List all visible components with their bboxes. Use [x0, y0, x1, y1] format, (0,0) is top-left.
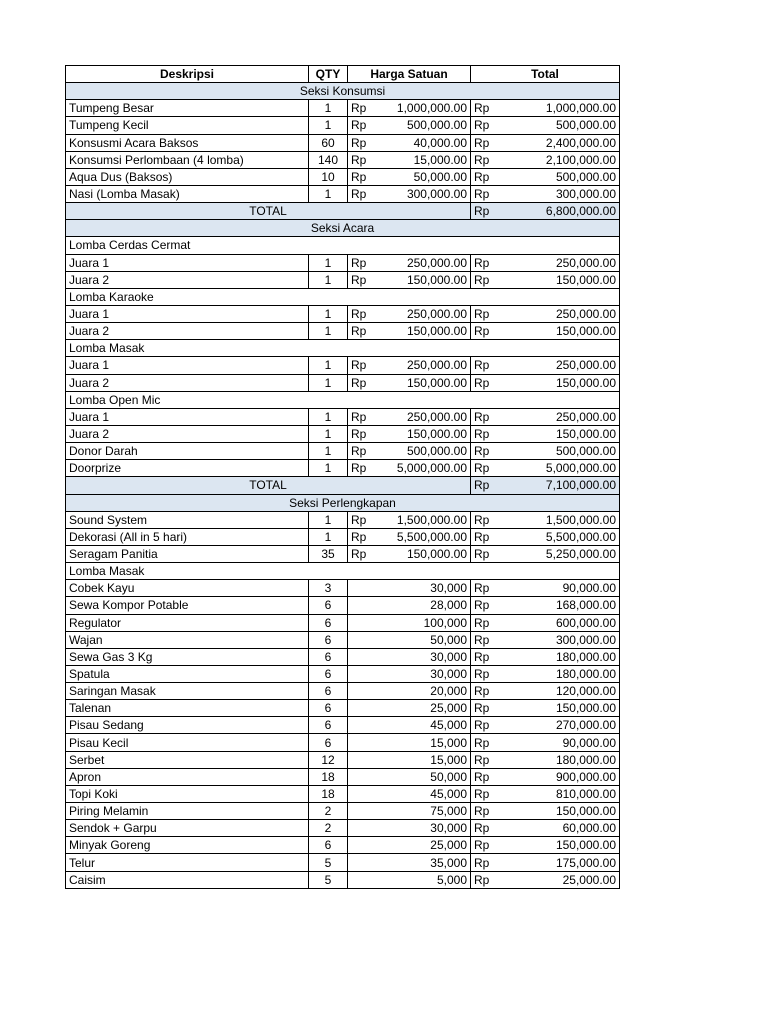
- item-total: 150,000.00: [501, 425, 620, 442]
- table-row: [66, 511, 620, 528]
- item-qty: 6: [309, 665, 348, 682]
- item-total: 5,000,000.00: [501, 460, 620, 477]
- currency-label: Rp: [471, 374, 501, 391]
- currency-label: Rp: [471, 357, 501, 374]
- currency-label: Rp: [471, 100, 501, 117]
- table-row: [66, 717, 620, 734]
- table-row: [66, 168, 620, 185]
- item-description: Juara 2: [66, 425, 309, 442]
- currency-label: Rp: [471, 837, 501, 854]
- table-row: [66, 700, 620, 717]
- total-label: TOTAL: [66, 477, 471, 494]
- group-title: Lomba Open Mic: [66, 391, 620, 408]
- item-total: 150,000.00: [501, 374, 620, 391]
- item-unit-price: 35,000: [348, 854, 471, 871]
- group-header-row: [66, 237, 620, 254]
- table-row: [66, 323, 620, 340]
- item-qty: 6: [309, 648, 348, 665]
- table-row: [66, 443, 620, 460]
- table-row: [66, 117, 620, 134]
- item-description: Konsumsi Perlombaan (4 lomba): [66, 151, 309, 168]
- currency-label: Rp: [471, 460, 501, 477]
- column-header-row: [66, 66, 620, 83]
- item-unit-price: 50,000: [348, 631, 471, 648]
- item-description: Pisau Sedang: [66, 717, 309, 734]
- item-total: 2,400,000.00: [501, 134, 620, 151]
- currency-label: Rp: [348, 460, 378, 477]
- currency-label: Rp: [348, 305, 378, 322]
- item-qty: 1: [309, 357, 348, 374]
- currency-label: Rp: [471, 683, 501, 700]
- item-description: Tumpeng Besar: [66, 100, 309, 117]
- item-description: Minyak Goreng: [66, 837, 309, 854]
- item-total: 300,000.00: [501, 185, 620, 202]
- item-description: Seragam Panitia: [66, 545, 309, 562]
- item-description: Juara 1: [66, 408, 309, 425]
- table-row: [66, 820, 620, 837]
- item-qty: 6: [309, 837, 348, 854]
- currency-label: Rp: [471, 614, 501, 631]
- item-description: Wajan: [66, 631, 309, 648]
- item-total: 90,000.00: [501, 580, 620, 597]
- item-qty: 6: [309, 717, 348, 734]
- item-description: Konsusmi Acara Baksos: [66, 134, 309, 151]
- currency-label: Rp: [348, 117, 378, 134]
- table-row: [66, 837, 620, 854]
- item-description: Topi Koki: [66, 785, 309, 802]
- item-qty: 1: [309, 460, 348, 477]
- item-qty: 1: [309, 271, 348, 288]
- item-qty: 6: [309, 631, 348, 648]
- item-total: 180,000.00: [501, 665, 620, 682]
- table-row: [66, 614, 620, 631]
- item-unit-price: 15,000: [348, 751, 471, 768]
- item-unit-price: 250,000.00: [378, 305, 471, 322]
- item-qty: 6: [309, 597, 348, 614]
- currency-label: Rp: [471, 545, 501, 562]
- item-description: Doorprize: [66, 460, 309, 477]
- currency-label: Rp: [348, 323, 378, 340]
- item-description: Regulator: [66, 614, 309, 631]
- item-qty: 6: [309, 700, 348, 717]
- table-row: [66, 357, 620, 374]
- currency-label: Rp: [471, 254, 501, 271]
- item-unit-price: 45,000: [348, 717, 471, 734]
- item-unit-price: 100,000: [348, 614, 471, 631]
- item-description: Apron: [66, 768, 309, 785]
- item-description: Sewa Kompor Potable: [66, 597, 309, 614]
- item-qty: 1: [309, 511, 348, 528]
- table-row: [66, 134, 620, 151]
- currency-label: Rp: [471, 597, 501, 614]
- group-header-row: [66, 340, 620, 357]
- item-description: Caisim: [66, 871, 309, 888]
- item-qty: 18: [309, 785, 348, 802]
- table-row: [66, 305, 620, 322]
- item-unit-price: 250,000.00: [378, 408, 471, 425]
- item-total: 5,250,000.00: [501, 545, 620, 562]
- item-description: Pisau Kecil: [66, 734, 309, 751]
- item-description: Dekorasi (All in 5 hari): [66, 528, 309, 545]
- table-row: [66, 665, 620, 682]
- currency-label: Rp: [471, 854, 501, 871]
- currency-label: Rp: [471, 203, 501, 220]
- item-total: 60,000.00: [501, 820, 620, 837]
- item-qty: 6: [309, 734, 348, 751]
- item-total: 810,000.00: [501, 785, 620, 802]
- currency-label: Rp: [471, 151, 501, 168]
- section-title: Seksi Perlengkapan: [66, 494, 620, 511]
- section-total-value: 7,100,000.00: [501, 477, 620, 494]
- item-total: 90,000.00: [501, 734, 620, 751]
- item-total: 150,000.00: [501, 837, 620, 854]
- item-total: 900,000.00: [501, 768, 620, 785]
- currency-label: Rp: [471, 717, 501, 734]
- item-qty: 5: [309, 854, 348, 871]
- item-qty: 1: [309, 185, 348, 202]
- item-unit-price: 30,000: [348, 648, 471, 665]
- item-total: 250,000.00: [501, 408, 620, 425]
- currency-label: Rp: [471, 185, 501, 202]
- item-qty: 18: [309, 768, 348, 785]
- table-row: [66, 854, 620, 871]
- item-unit-price: 250,000.00: [378, 357, 471, 374]
- currency-label: Rp: [348, 443, 378, 460]
- currency-label: Rp: [471, 134, 501, 151]
- table-row: [66, 768, 620, 785]
- currency-label: Rp: [471, 648, 501, 665]
- item-unit-price: 150,000.00: [378, 425, 471, 442]
- currency-label: Rp: [471, 665, 501, 682]
- item-unit-price: 15,000: [348, 734, 471, 751]
- currency-label: Rp: [471, 751, 501, 768]
- item-unit-price: 1,000,000.00: [378, 100, 471, 117]
- item-unit-price: 150,000.00: [378, 271, 471, 288]
- table-row: [66, 374, 620, 391]
- currency-label: Rp: [348, 271, 378, 288]
- item-description: Donor Darah: [66, 443, 309, 460]
- section-total-row: [66, 477, 620, 494]
- item-total: 150,000.00: [501, 323, 620, 340]
- column-header-description: Deskripsi: [66, 66, 309, 83]
- currency-label: Rp: [348, 545, 378, 562]
- item-description: Serbet: [66, 751, 309, 768]
- table-row: [66, 151, 620, 168]
- item-unit-price: 30,000: [348, 820, 471, 837]
- table-row: [66, 803, 620, 820]
- item-total: 600,000.00: [501, 614, 620, 631]
- item-qty: 2: [309, 820, 348, 837]
- item-description: Saringan Masak: [66, 683, 309, 700]
- currency-label: Rp: [471, 631, 501, 648]
- item-unit-price: 15,000.00: [378, 151, 471, 168]
- item-qty: 1: [309, 254, 348, 271]
- item-total: 250,000.00: [501, 254, 620, 271]
- item-qty: 5: [309, 871, 348, 888]
- table-row: [66, 751, 620, 768]
- table-row: [66, 871, 620, 888]
- table-row: [66, 734, 620, 751]
- table-row: [66, 425, 620, 442]
- item-qty: 1: [309, 323, 348, 340]
- group-header-row: [66, 288, 620, 305]
- item-description: Sewa Gas 3 Kg: [66, 648, 309, 665]
- item-total: 150,000.00: [501, 700, 620, 717]
- currency-label: Rp: [471, 305, 501, 322]
- group-header-row: [66, 563, 620, 580]
- item-description: Sendok + Garpu: [66, 820, 309, 837]
- currency-label: Rp: [471, 785, 501, 802]
- item-qty: 10: [309, 168, 348, 185]
- item-description: Piring Melamin: [66, 803, 309, 820]
- item-total: 180,000.00: [501, 751, 620, 768]
- currency-label: Rp: [471, 871, 501, 888]
- item-total: 500,000.00: [501, 443, 620, 460]
- total-label: TOTAL: [66, 203, 471, 220]
- item-description: Juara 2: [66, 271, 309, 288]
- item-unit-price: 20,000: [348, 683, 471, 700]
- item-description: Nasi (Lomba Masak): [66, 185, 309, 202]
- currency-label: Rp: [348, 185, 378, 202]
- item-unit-price: 150,000.00: [378, 545, 471, 562]
- currency-label: Rp: [471, 323, 501, 340]
- item-total: 2,100,000.00: [501, 151, 620, 168]
- table-body: [66, 83, 620, 889]
- item-qty: 35: [309, 545, 348, 562]
- item-unit-price: 500,000.00: [378, 117, 471, 134]
- item-total: 270,000.00: [501, 717, 620, 734]
- item-unit-price: 30,000: [348, 580, 471, 597]
- group-title: Lomba Masak: [66, 563, 620, 580]
- item-description: Juara 2: [66, 323, 309, 340]
- item-total: 25,000.00: [501, 871, 620, 888]
- item-unit-price: 250,000.00: [378, 254, 471, 271]
- item-description: Juara 2: [66, 374, 309, 391]
- item-description: Juara 1: [66, 254, 309, 271]
- budget-table: [65, 65, 620, 889]
- item-total: 250,000.00: [501, 357, 620, 374]
- item-qty: 1: [309, 305, 348, 322]
- item-qty: 1: [309, 117, 348, 134]
- section-header-row: [66, 494, 620, 511]
- item-qty: 1: [309, 443, 348, 460]
- item-qty: 140: [309, 151, 348, 168]
- currency-label: Rp: [471, 700, 501, 717]
- item-unit-price: 30,000: [348, 665, 471, 682]
- item-total: 120,000.00: [501, 683, 620, 700]
- item-qty: 6: [309, 614, 348, 631]
- currency-label: Rp: [471, 425, 501, 442]
- item-qty: 1: [309, 100, 348, 117]
- table-row: [66, 408, 620, 425]
- item-description: Juara 1: [66, 305, 309, 322]
- currency-label: Rp: [471, 443, 501, 460]
- item-unit-price: 45,000: [348, 785, 471, 802]
- currency-label: Rp: [348, 408, 378, 425]
- item-total: 150,000.00: [501, 803, 620, 820]
- column-header-total: Total: [471, 66, 620, 83]
- table-row: [66, 580, 620, 597]
- item-description: Talenan: [66, 700, 309, 717]
- currency-label: Rp: [471, 117, 501, 134]
- item-unit-price: 50,000.00: [378, 168, 471, 185]
- item-unit-price: 500,000.00: [378, 443, 471, 460]
- item-total: 500,000.00: [501, 117, 620, 134]
- item-unit-price: 150,000.00: [378, 374, 471, 391]
- item-description: Spatula: [66, 665, 309, 682]
- section-header-row: [66, 220, 620, 237]
- section-total-row: [66, 203, 620, 220]
- group-title: Lomba Cerdas Cermat: [66, 237, 620, 254]
- section-title: Seksi Acara: [66, 220, 620, 237]
- item-qty: 1: [309, 374, 348, 391]
- currency-label: Rp: [471, 168, 501, 185]
- currency-label: Rp: [471, 477, 501, 494]
- item-qty: 1: [309, 528, 348, 545]
- item-total: 500,000.00: [501, 168, 620, 185]
- table-row: [66, 185, 620, 202]
- currency-label: Rp: [348, 528, 378, 545]
- group-title: Lomba Masak: [66, 340, 620, 357]
- table-row: [66, 683, 620, 700]
- column-header-qty: QTY: [309, 66, 348, 83]
- table-row: [66, 545, 620, 562]
- item-unit-price: 150,000.00: [378, 323, 471, 340]
- column-header-unit-price: Harga Satuan: [348, 66, 471, 83]
- currency-label: Rp: [471, 528, 501, 545]
- item-qty: 1: [309, 408, 348, 425]
- table-row: [66, 271, 620, 288]
- item-unit-price: 5,500,000.00: [378, 528, 471, 545]
- item-total: 168,000.00: [501, 597, 620, 614]
- item-total: 150,000.00: [501, 271, 620, 288]
- table-row: [66, 528, 620, 545]
- currency-label: Rp: [348, 168, 378, 185]
- table-row: [66, 648, 620, 665]
- item-unit-price: 25,000: [348, 700, 471, 717]
- item-unit-price: 300,000.00: [378, 185, 471, 202]
- currency-label: Rp: [348, 511, 378, 528]
- item-unit-price: 28,000: [348, 597, 471, 614]
- item-description: Telur: [66, 854, 309, 871]
- item-qty: 60: [309, 134, 348, 151]
- item-description: Sound System: [66, 511, 309, 528]
- group-header-row: [66, 391, 620, 408]
- currency-label: Rp: [471, 734, 501, 751]
- item-qty: 12: [309, 751, 348, 768]
- table-row: [66, 785, 620, 802]
- item-total: 175,000.00: [501, 854, 620, 871]
- section-header-row: [66, 83, 620, 100]
- currency-label: Rp: [348, 357, 378, 374]
- item-qty: 2: [309, 803, 348, 820]
- item-unit-price: 25,000: [348, 837, 471, 854]
- group-title: Lomba Karaoke: [66, 288, 620, 305]
- item-total: 1,500,000.00: [501, 511, 620, 528]
- currency-label: Rp: [471, 408, 501, 425]
- item-description: Cobek Kayu: [66, 580, 309, 597]
- section-total-value: 6,800,000.00: [501, 203, 620, 220]
- currency-label: Rp: [471, 803, 501, 820]
- currency-label: Rp: [471, 511, 501, 528]
- table-row: [66, 460, 620, 477]
- currency-label: Rp: [348, 151, 378, 168]
- item-qty: 1: [309, 425, 348, 442]
- item-qty: 3: [309, 580, 348, 597]
- item-qty: 6: [309, 683, 348, 700]
- currency-label: Rp: [348, 134, 378, 151]
- item-total: 300,000.00: [501, 631, 620, 648]
- item-total: 1,000,000.00: [501, 100, 620, 117]
- item-total: 180,000.00: [501, 648, 620, 665]
- currency-label: Rp: [348, 374, 378, 391]
- currency-label: Rp: [348, 425, 378, 442]
- table-row: [66, 254, 620, 271]
- currency-label: Rp: [471, 768, 501, 785]
- item-description: Juara 1: [66, 357, 309, 374]
- item-unit-price: 40,000.00: [378, 134, 471, 151]
- table-row: [66, 597, 620, 614]
- item-total: 250,000.00: [501, 305, 620, 322]
- item-unit-price: 1,500,000.00: [378, 511, 471, 528]
- table-row: [66, 631, 620, 648]
- section-title: Seksi Konsumsi: [66, 83, 620, 100]
- item-unit-price: 5,000: [348, 871, 471, 888]
- table-row: [66, 100, 620, 117]
- item-unit-price: 75,000: [348, 803, 471, 820]
- item-description: Tumpeng Kecil: [66, 117, 309, 134]
- item-unit-price: 5,000,000.00: [378, 460, 471, 477]
- item-total: 5,500,000.00: [501, 528, 620, 545]
- item-unit-price: 50,000: [348, 768, 471, 785]
- item-description: Aqua Dus (Baksos): [66, 168, 309, 185]
- currency-label: Rp: [348, 100, 378, 117]
- currency-label: Rp: [471, 580, 501, 597]
- currency-label: Rp: [471, 820, 501, 837]
- currency-label: Rp: [471, 271, 501, 288]
- currency-label: Rp: [348, 254, 378, 271]
